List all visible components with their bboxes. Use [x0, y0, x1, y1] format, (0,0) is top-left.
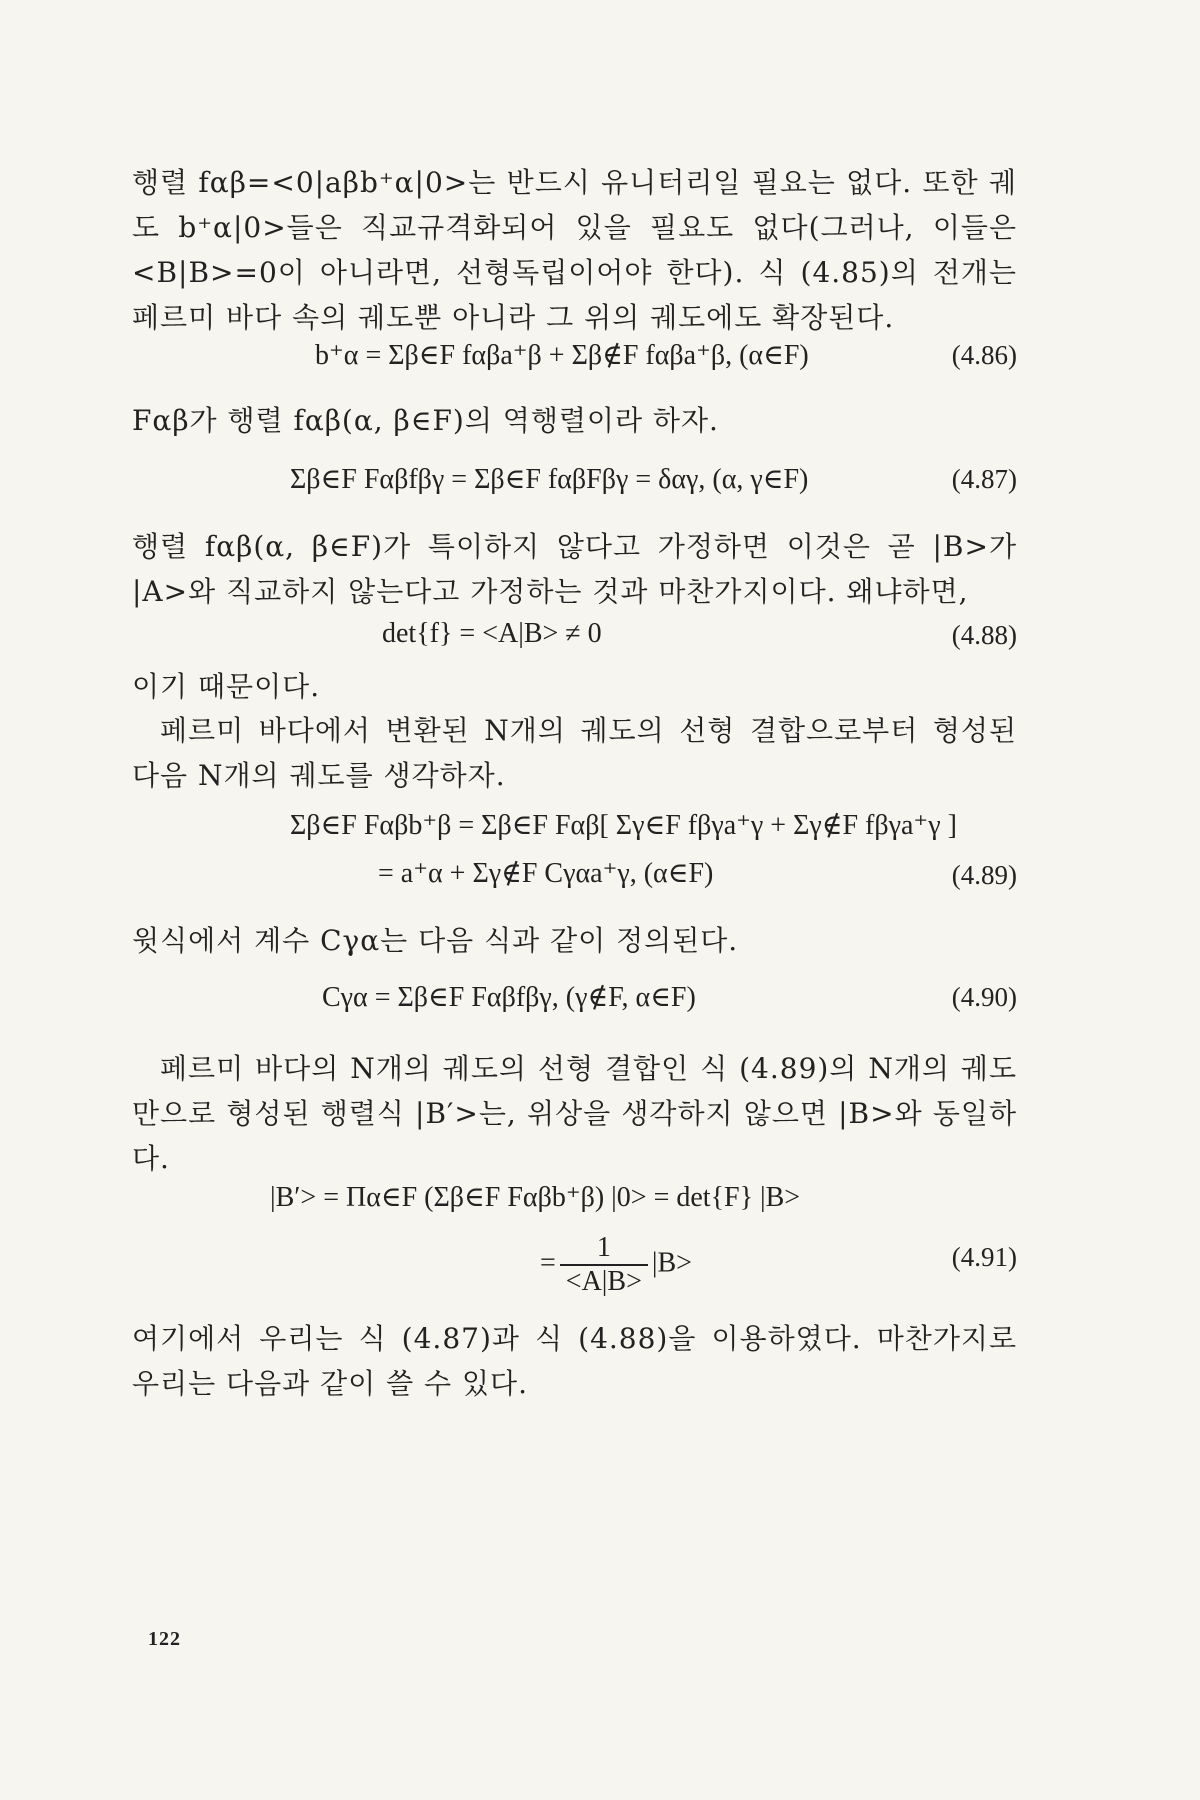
equation-number-4-88: (4.88) — [951, 620, 1017, 650]
equation-4-89-line2: = a⁺α + Σγ∉F Cγαa⁺γ, (α∈F) — [378, 858, 714, 889]
equation-4-90: Cγα = Σβ∈F Fαβfβγ, (γ∉F, α∈F) — [322, 982, 696, 1013]
equation-number-4-89: (4.89) — [951, 860, 1017, 890]
paragraph-nonsingular: 행렬 fαβ(α, β∈F)가 특이하지 않다고 가정하면 이것은 곧 |B>가 |A>와 직교하지 않는다고 가정하는 것과 마찬가지이다. 왜냐하면, — [132, 530, 1017, 608]
ket-b: |B> — [651, 1247, 692, 1279]
equation-4-86: b⁺α = Σβ∈F fαβa⁺β + Σβ∉F fαβa⁺β, (α∈F) — [315, 340, 809, 371]
equation-number-4-87: (4.87) — [951, 464, 1017, 494]
paragraph-inverse-matrix: Fαβ가 행렬 fαβ(α, β∈F)의 역행렬이라 하자. — [132, 404, 719, 437]
equation-4-87: Σβ∈F Fαβfβγ = Σβ∈F fαβFβγ = δαγ, (α, γ∈F) — [290, 464, 809, 495]
paragraph-because: 이기 때문이다. — [132, 670, 321, 703]
paragraph-intro: 행렬 fαβ=<0|aβb⁺α|0>는 반드시 유니터리일 필요는 없다. 또한 궤도 b⁺α|0>들은 직교규격화되어 있을 필요도 없다(그러나, 이들은 <B|B>=0이 아니라면, 선형독립이어야 한다). 식 (4.85)의 전개는 페르미 바다 속의 궤도뿐 아니라 그 위의 궤도에도 확장된다. — [132, 166, 1017, 334]
fraction-denominator: <A|B> — [565, 1266, 642, 1297]
paragraph-determinant: 페르미 바다의 N개의 궤도의 선형 결합인 식 (4.89)의 N개의 궤도 만으로 형성된 행렬식 |B′>는, 위상을 생각하지 않으면 |B>와 동일하다. — [132, 1052, 1017, 1175]
equation-number-4-90: (4.90) — [951, 982, 1017, 1012]
equation-number-4-91: (4.91) — [951, 1242, 1017, 1272]
fraction — [560, 1232, 648, 1298]
equation-4-91-line2 — [540, 1232, 692, 1298]
paragraph-coefficient: 윗식에서 계수 Cγα는 다음 식과 같이 정의된다. — [132, 924, 739, 957]
equation-4-88: det{f} = <A|B> ≠ 0 — [382, 618, 602, 649]
page-number: 122 — [148, 1628, 181, 1650]
equals-sign: = — [540, 1247, 556, 1279]
equation-4-91-line1: |B′> = Πα∈F (Σβ∈F Fαβb⁺β) |0> = det{F} |B> — [270, 1182, 801, 1213]
paragraph-fermi-sea: 페르미 바다에서 변환된 N개의 궤도의 선형 결합으로부터 형성된 다음 N개의 궤도를 생각하자. — [132, 714, 1017, 792]
equation-number-4-86: (4.86) — [951, 340, 1017, 370]
equation-4-89-line1: Σβ∈F Fαβb⁺β = Σβ∈F Fαβ[ Σγ∈F fβγa⁺γ + Σγ∉F fβγa⁺γ ] — [290, 810, 957, 841]
fraction-numerator: 1 — [560, 1232, 648, 1266]
paragraph-conclusion: 여기에서 우리는 식 (4.87)과 식 (4.88)을 이용하였다. 마찬가지로 우리는 다음과 같이 쓸 수 있다. — [132, 1322, 1017, 1400]
